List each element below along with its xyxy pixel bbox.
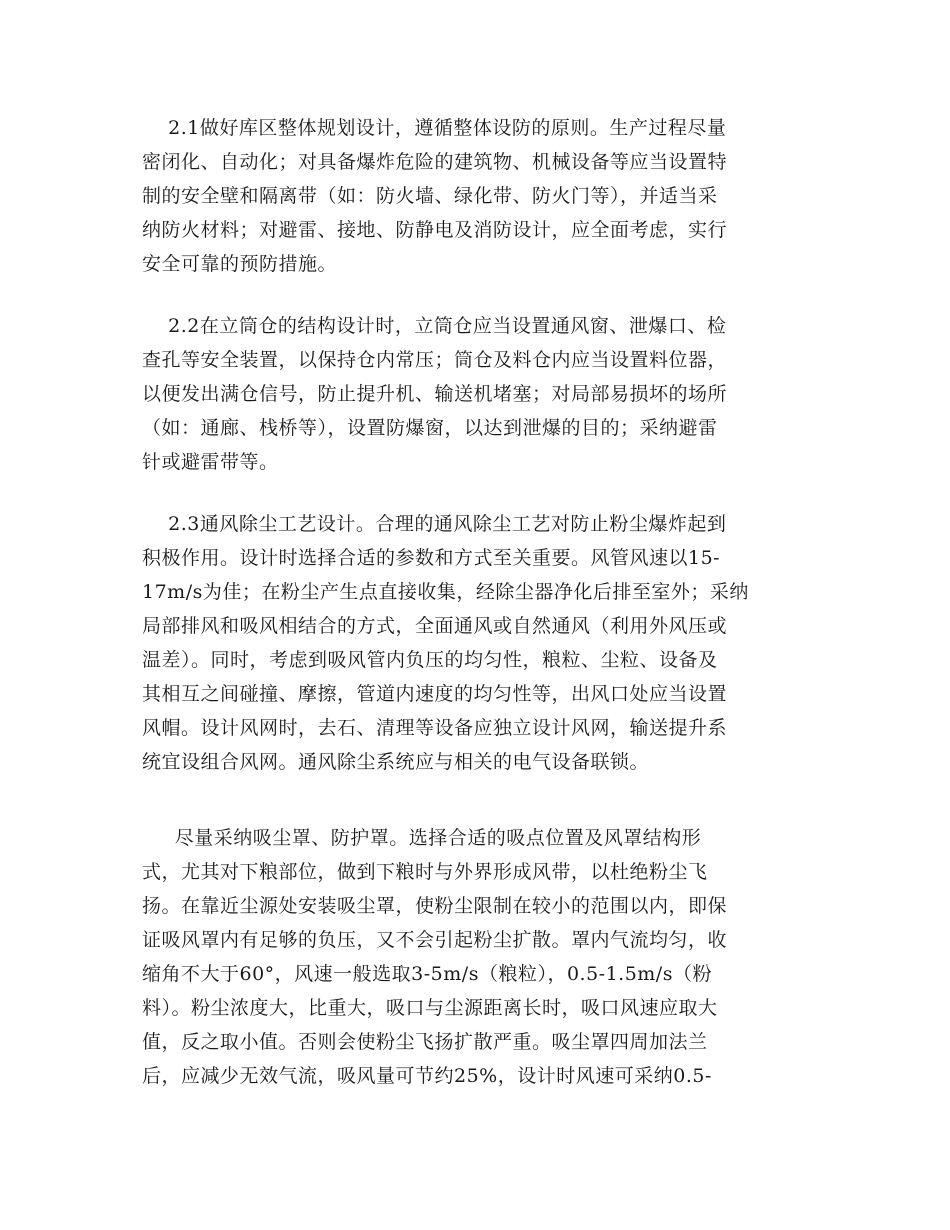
text-line: 纳防火材料；对避雷、接地、防静电及消防设计，应全面考虑，实行 [142,219,728,241]
text-line: 风帽。设计风网时，去石、清理等设备应独立设计风网，输送提升系 [142,717,728,739]
text-line: 尽量采纳吸尘罩、防护罩。选择合适的吸点位置及风罩结构形 [142,827,702,849]
text-line: 17m/s为佳；在粉尘产生点直接收集，经除尘器净化后排至室外；采纳 [142,581,749,603]
text-line: 料）。粉尘浓度大，比重大，吸口与尘源距离长时，吸口风速应取大 [142,997,718,1019]
text-line: 针或避雷带等。 [142,451,279,473]
text-line: 积极作用。设计时选择合适的参数和方式至关重要。风管风速以15- [142,547,721,569]
text-line: 密闭化、自动化；对具备爆炸危险的建筑物、机械设备等应当设置特 [142,151,728,173]
text-line: （如：通廊、栈桥等），设置防爆窗，以达到泄爆的目的；采纳避雷 [142,417,718,439]
text-line: 以便发出满仓信号，防止提升机、输送机堵塞；对局部易损坏的场所 [142,383,728,405]
text-line: 查孔等安全装置，以保持仓内常压；筒仓及料仓内应当设置料位器， [142,349,728,371]
text-line: 2.2在立筒仓的结构设计时，立筒仓应当设置通风窗、泄爆口、检 [142,315,727,337]
text-line: 温差）。同时，考虑到吸风管内负压的均匀性，粮粒、尘粒、设备及 [142,649,718,671]
text-line: 值，反之取小值。否则会使粉尘飞扬扩散严重。吸尘罩四周加法兰 [142,1031,708,1053]
text-line: 安全可靠的预防措施。 [142,253,338,275]
text-line: 其相互之间碰撞、摩擦，管道内速度的均匀性等，出风口处应当设置 [142,683,728,705]
text-line: 后，应减少无效气流，吸风量可节约25%，设计时风速可采纳0.5- [142,1065,712,1087]
text-line: 制的安全壁和隔离带（如：防火墙、绿化带、防火门等），并适当采 [142,185,718,207]
text-line: 统宜设组合风网。通风除尘系统应与相关的电气设备联锁。 [142,751,650,773]
text-line: 2.1做好库区整体规划设计，遵循整体设防的原则。生产过程尽量 [142,117,727,139]
text-line: 式，尤其对下粮部位，做到下粮时与外界形成风带，以杜绝粉尘飞 [142,861,708,883]
text-line: 证吸风罩内有足够的负压，又不会引起粉尘扩散。罩内气流均匀，收 [142,929,728,951]
text-line: 局部排风和吸风相结合的方式，全面通风或自然通风（利用外风压或 [142,615,728,637]
text-line: 2.3通风除尘工艺设计。合理的通风除尘工艺对防止粉尘爆炸起到 [142,513,727,535]
text-line: 扬。在靠近尘源处安装吸尘罩，使粉尘限制在较小的范围以内，即保 [142,895,728,917]
text-line: 缩角不大于60°，风速一般选取3-5m/s（粮粒），0.5-1.5m/s（粉 [142,963,712,985]
